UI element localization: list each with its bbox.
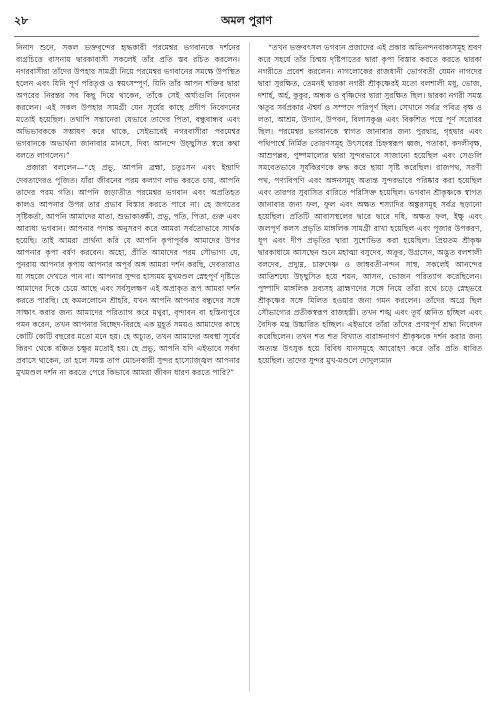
- paragraph-left-2: প্রজারা বললেন—“হে প্রভু, আপনি ব্রহ্মা, চতুঃসন এবং ইন্দ্রাদি দেবতাদেরও পূজিত। যাঁরা জীবনের পরম কল্যাণ লাভ করতে চায়, আপনি তাদের পরম গতি। আপনি জড়াতীত পরমেশ্বর ভগবান এবং অপ্রতিহত কালও আপনার উপর তার প্রভাব বিস্তার করতে পারে না। হে জগতের সৃষ্টিকর্তা, আপনি আমাদের মাতা, শুভাকাঙ্ক্ষী, প্রভু, পতি, পিতা, গুরু এবং আরাধ্য ভগবান। আপনার পদাঙ্ক অনুসরণ করে আমরা সর্বতোভাবে সার্থক হয়েছি। তাই আমরা প্রার্থনা করি যে আপনি কৃপাপূর্বক আমাদের উপর আপনার কৃপা বর্ষণ করবেন। অহো, প্রীতি আমাদের পরম সৌভাগ্য যে, পুনরায় আপনার কৃপায় আপনার অপূর্ব অঙ্গ আমরা দর্শন করছি, দেবতারাও যা সহজে দেখতে পান না। আপনার সুন্দর হাস্যময় মুখমণ্ডল স্নেহপূর্ণ দৃষ্টিতে আমাদের দিকে চেয়ে আছে এবং সর্বসুলক্ষণ এই অপ্রাকৃত রূপ আমরা দর্শন করতে পারছি। হে কমললোচন শ্রীহরি, যখন আপনি আপনার বন্ধুদের সঙ্গে সাক্ষাৎ করার জন্য আমাদের পরিত্যাগ করে মথুরা, বৃন্দাবন বা হস্তিনাপুরে গমন করেন, তখন আপনার বিচ্ছেদ-বিরহে এক মুহূর্ত সময়ও আমাদের কাছে কোটি কোটি বছরের মতো মনে হয়। হে অচ্যুত, তখন আমাদের অবস্থা সূর্যের কিরণ থেকে বঞ্চিত চক্ষুর মতোই হয়। হে প্রভু, আপনি যদি এইভাবে সর্বদা প্রবাসে থাকেন, তা হলে সমস্ত তাপ মোচনকারী সুন্দর হাস্যোজ্জ্বল আপনার মুখমণ্ডল দর্শন না করতে পেরে কিভাবে আমরা জীবন ধারণ করতে পারি?”: [16, 163, 240, 378]
- left-column: [16, 42, 240, 698]
- page-number: ২৮: [14, 14, 29, 27]
- paragraph-right-1: “তখন ভক্তবৎসল ভগবান প্রজাদের এই প্রকার অভিনন্দনবাক্যসমূহ শ্রবণ করে সহর্ষে তাঁর চিন্ময় দৃষ্টিপাতের দ্বারা কৃপা বিস্তার করতে করতে দ্বারকা নগরীতে প্রবেশ করলেন। নাগলোকের রাজধানী ভোগবতী যেমন নাগদের দ্বারা সুরক্ষিত, তেমনই দ্বারকা নগরী শ্রীকৃষ্ণেরই মতো বলশালী মধু, ভোজ, দশার্হ, অর্হ, কুকুর, অন্ধক ও বৃষ্ণিদের দ্বারা সুরক্ষিত ছিল। দ্বারকা নগরী সমস্ত ঋতুর সর্বপ্রকার ঐশ্বর্য ও সম্পদে পরিপূর্ণ ছিল। সেখানে সর্বত্র পবিত্র বৃক্ষ ও লতা, আশ্রম, উদ্যান, উপবন, বিলাসকুঞ্জ এবং বিকশিত পদ্মে পূর্ণ সরোবর ছিল। পরমেশ্বর ভগবানকে স্বাগত জানাবার জন্য পুরদ্বার, গৃহদ্বার এবং পথিপার্শ্বে নির্মিত তোরণসমূহ উৎসবের চিহ্নস্বরূপ ধ্বজ, পতাকা, কদলীবৃক্ষ, আম্রপল্লব, পুষ্পমাল্যের দ্বারা সুন্দরভাবে সাজানো হয়েছিল এবং সেগুলি সমবেতভাবে সূর্যকিরণকে রুদ্ধ করে ছায়া সৃষ্টি করেছিল। রাজপথ, সরণী পথ, পণ্যবিপণি এবং অঙ্গনসমূহ অত্যন্ত সুন্দরভাবে পরিষ্কার করা হয়েছিল এবং তারপর সুবাসিত বারিতে পরিসিক্ত হয়েছিল। ভগবান শ্রীকৃষ্ণকে স্বাগত জানাবার জন্য ফল, ফুল এবং অক্ষত শস্যাদির অঙ্কুরসমূহ সর্বত্র ছড়ানো হয়েছিল। প্রতিটি আবাসস্থলের দ্বারে দ্বারে দধি, অক্ষত ফল, ইক্ষু এবং জলপূর্ণ কলস প্রভৃতি মাঙ্গলিক সামগ্রী রাখা হয়েছিল এবং পূজার উপকরণ, ধূপ এবং দীপ প্রভৃতির দ্বারা সুশোভিত করা হয়েছিল। প্রিয়তম শ্রীকৃষ্ণ দ্বারকাধামে আসছেন শুনে মহাত্মা বসুদেব, অক্রূর, উগ্রসেন, অদ্ভুত বলশালী বলদেব, প্রদ্যুম্ন, চারুদেষ্ণ ও জাম্ববতী-নন্দন সাম্ব, সকলেই আনন্দের আতিশয্যে উচ্ছ্বসিত হয়ে শয়ন, আসন, ভোজন পরিত্যাগ করেছিলেন। পুষ্পাদি মাঙ্গলিক দ্রব্যসহ ব্রাহ্মণদের সঙ্গে নিয়ে তাঁরা রথে চড়ে স্নেহভরে শ্রীকৃষ্ণের সঙ্গে মিলিত হওয়ার জন্য গমন করলেন। তাঁদের অগ্রে ছিল সৌভাগ্যের প্রতীকস্বরূপ রাজহস্তী। তখন শঙ্খ এবং তূর্য ধ্বনিত হচ্ছিল এবং বৈদিক মন্ত্র উচ্চারিত হচ্ছিল। এইভাবে তাঁরা তাঁদের প্রণয়পূর্ণ শ্রদ্ধা নিবেদন করেছিলেন। তখন শত শত বিখ্যাত বারাঙ্গনাগণ শ্রীকৃষ্ণকে দর্শন করার জন্য অত্যন্ত উৎসুক হয়ে বিবিধ যানসমূহে আরোহণ করে তাঁর প্রতি ধাবিত হয়েছিল। তাদের সুন্দর মুখ-মণ্ডলে দোদুল্যমান: [258, 43, 482, 366]
- right-column: [258, 42, 482, 698]
- page-header: [14, 6, 479, 37]
- column-divider: [249, 42, 250, 692]
- paragraph-left-1: নিনাদ শুনে, সকল ভক্তবৃন্দের হৃদ্ধকারী পরমেশ্বর ভগবানকে দর্শনের ব্যগ্রচিত্তে বাসনায় দ্বারকাবাসী সকলেই তাঁর প্রতি স্তব রচিত করলেন। নগরবাসীরা তাঁদের উপহার সামগ্রী নিয়ে পরমেশ্বর ভগবানের সমক্ষে উপস্থিত হলেন এবং যিনি পূর্ণ পরিতৃপ্ত ও স্বয়ংসম্পূর্ণ, যিনি তাঁর আপন শক্তির দ্বারা অপরের নিরন্তর সব কিছু দিয়ে থাকেন, তাঁকে সেই অর্ঘ্যগুলি নিবেদন করলেন। এই সকল উপহার সামগ্রী যেন সূর্যের কাছে প্রদীপ নিবেদনের মতোই হয়েছিল। তথাপি সন্তানেরা যেভাবে তাদের পিতা, বন্ধুবান্ধব এবং অভিভাবককে সম্ভাষণ করে থাকে, সেইভাবেই নগরবাসীরা পরমেশ্বর ভগবানকে অভ্যর্থনা জানাবার মানসে, দিব্য আনন্দে উচ্ছ্বসিত স্বরে কথা বলতে লাগলেন।”: [16, 43, 240, 161]
- running-title: অমল পুরাণ: [220, 14, 273, 27]
